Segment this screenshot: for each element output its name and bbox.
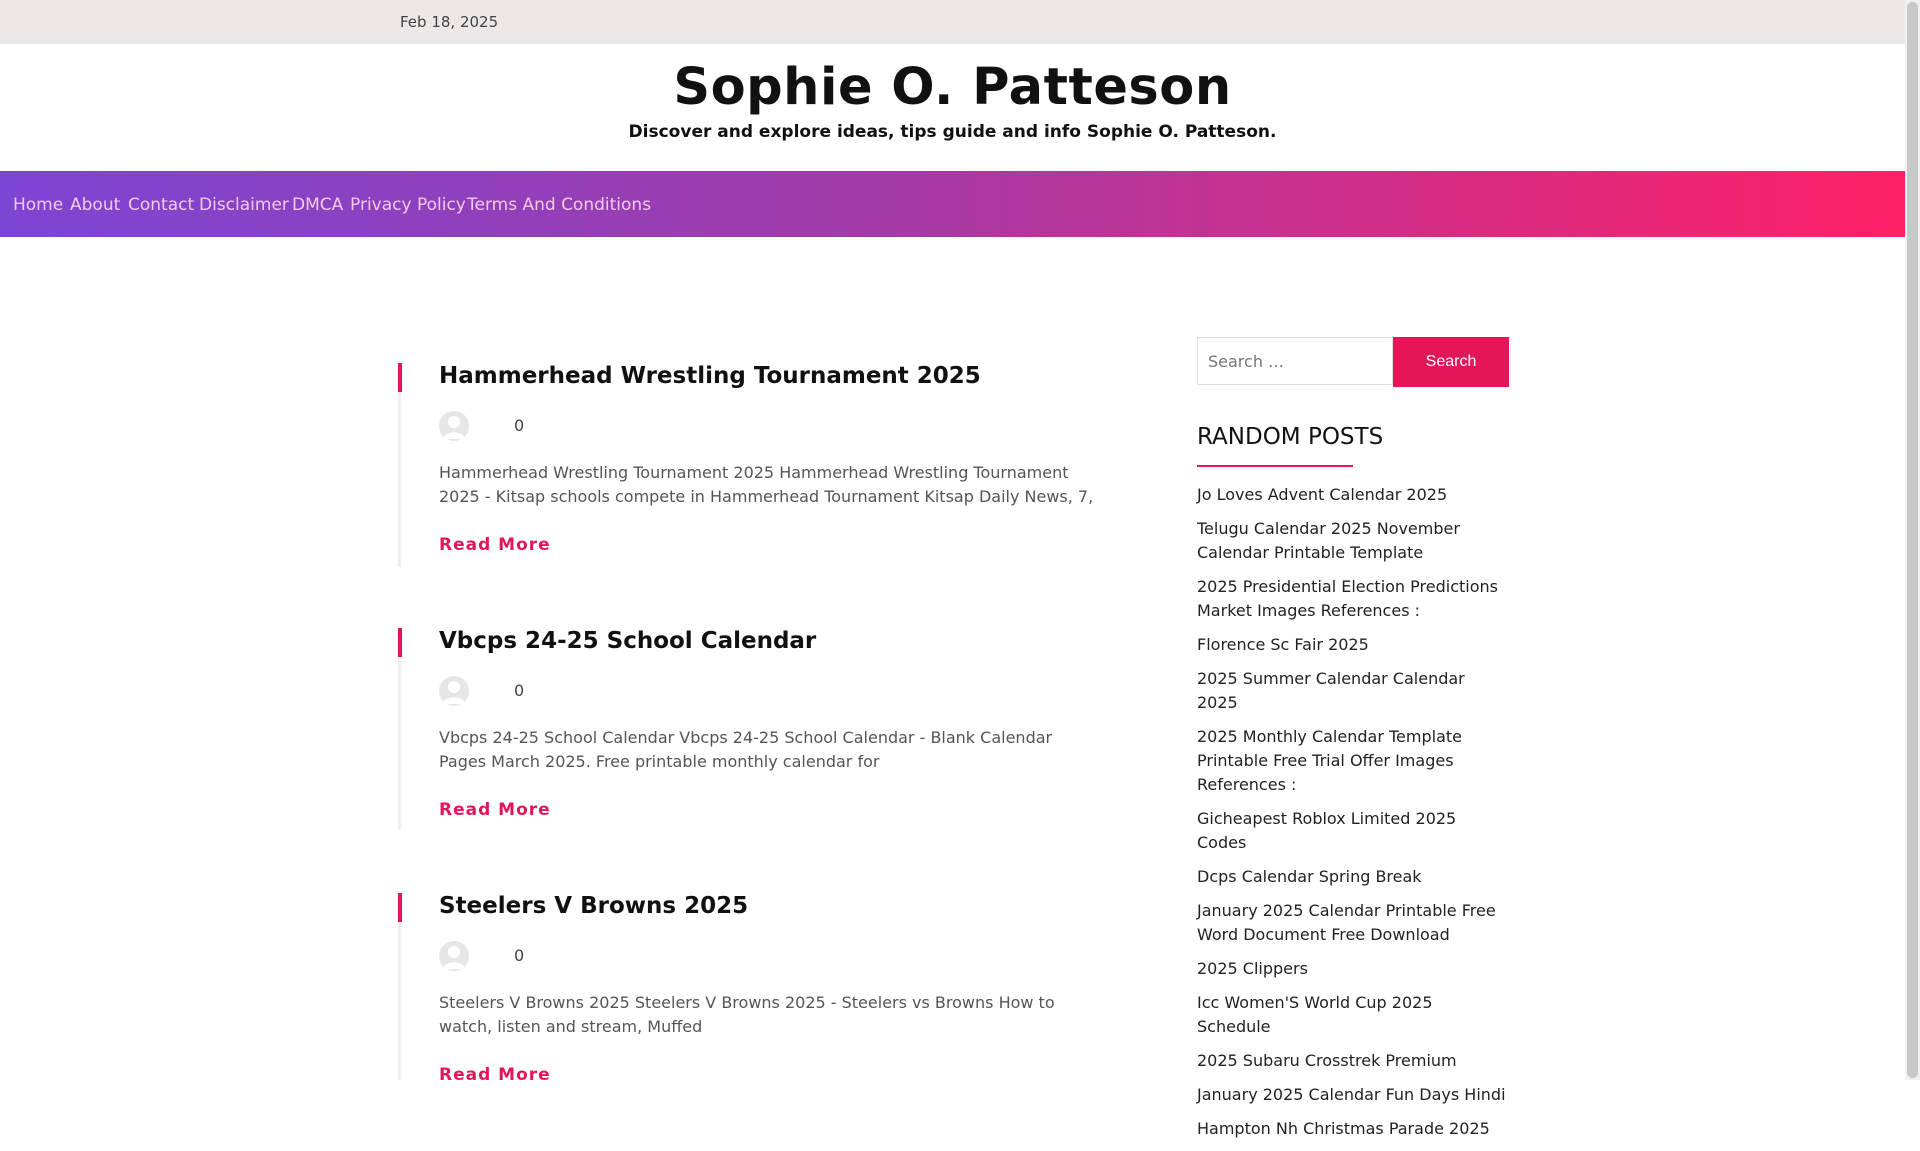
random-post-link[interactable]: Telugu Calendar 2025 November Calendar Printable Template [1197,519,1460,562]
post-excerpt: Steelers V Browns 2025 Steelers V Browns 2025 - Steelers vs Browns How to watch, listen and stream, Muffed [439,993,1055,1036]
post-card [398,363,1101,567]
site-tagline: Discover and explore ideas, tips guide and info Sophie O. Patteson. [628,122,1277,142]
nav-item-home[interactable]: Home [13,195,64,215]
nav-item-disclaimer[interactable]: Disclaimer [199,195,289,215]
random-post-link[interactable]: 2025 Monthly Calendar Template Printable Free Trial Offer Images References : [1197,727,1462,794]
nav-item-dmca[interactable]: DMCA [292,195,344,215]
search-input[interactable] [1197,337,1393,385]
random-post-link[interactable]: January 2025 Calendar Printable Free Word Document Free Download [1197,901,1496,944]
page-scrollbar[interactable] [1905,0,1920,1080]
random-post-link[interactable]: Florence Sc Fair 2025 [1197,635,1369,654]
read-more-link[interactable]: Read More [439,800,551,820]
post-title[interactable]: Hammerhead Wrestling Tournament 2025 [439,363,981,389]
heading-underline [1197,465,1353,467]
random-post-link[interactable]: Dcps Calendar Spring Break [1197,867,1422,886]
random-post-link[interactable]: Icc Women'S World Cup 2025 Schedule [1197,993,1433,1036]
current-date: Feb 18, 2025 [400,13,499,31]
top-bar [0,0,1905,44]
random-post-link[interactable]: 2025 Presidential Election Predictions Market Images References : [1197,577,1498,620]
nav-item-terms[interactable]: Terms And Conditions [467,195,652,215]
site-title[interactable]: Sophie O. Patteson [673,58,1232,117]
post-accent-bar [398,628,402,657]
main-navigation [0,171,1905,237]
random-post-link[interactable]: 2025 Clippers [1197,959,1308,978]
random-post-link[interactable]: Hampton Nh Christmas Parade 2025 [1197,1119,1490,1138]
random-post-link[interactable]: Gicheapest Roblox Limited 2025 Codes [1197,809,1457,852]
post-accent-bar [398,363,402,392]
random-post-link[interactable]: Jo Loves Advent Calendar 2025 [1197,485,1448,504]
read-more-link[interactable]: Read More [439,535,551,555]
scrollbar-thumb[interactable] [1907,2,1918,1078]
author-avatar-icon [439,411,469,441]
post-title[interactable]: Vbcps 24-25 School Calendar [439,628,817,654]
read-more-link[interactable]: Read More [439,1065,551,1085]
post-excerpt: Hammerhead Wrestling Tournament 2025 Hammerhead Wrestling Tournament 2025 - Kitsap schools compete in Hammerhead Tournament Kitsap Daily News, 7, [439,463,1094,506]
post-accent-bar [398,893,402,922]
post-title[interactable]: Steelers V Browns 2025 [439,893,749,919]
post-card [398,893,1101,1085]
random-post-link[interactable]: 2025 Subaru Crosstrek Premium [1197,1051,1457,1070]
comment-count: 0 [514,416,525,435]
nav-item-privacy-policy[interactable]: Privacy Policy [350,195,466,215]
author-avatar-icon [439,941,469,971]
comment-count: 0 [514,946,525,965]
site-header [0,44,1905,171]
random-posts-heading: RANDOM POSTS [1197,424,1384,450]
comment-count: 0 [514,681,525,700]
random-posts-list [1197,483,1509,1151]
post-card [398,628,1101,830]
random-post-link[interactable]: January 2025 Calendar Fun Days Hindi [1197,1085,1506,1104]
nav-item-about[interactable]: About [70,195,121,215]
search-button[interactable]: Search [1393,337,1509,387]
random-post-link[interactable]: 2025 Summer Calendar Calendar 2025 [1197,669,1465,712]
author-avatar-icon [439,676,469,706]
nav-item-contact[interactable]: Contact [128,195,195,215]
post-excerpt: Vbcps 24-25 School Calendar Vbcps 24-25 School Calendar - Blank Calendar Pages March 2025. Free printable monthly calendar for [439,728,1053,771]
